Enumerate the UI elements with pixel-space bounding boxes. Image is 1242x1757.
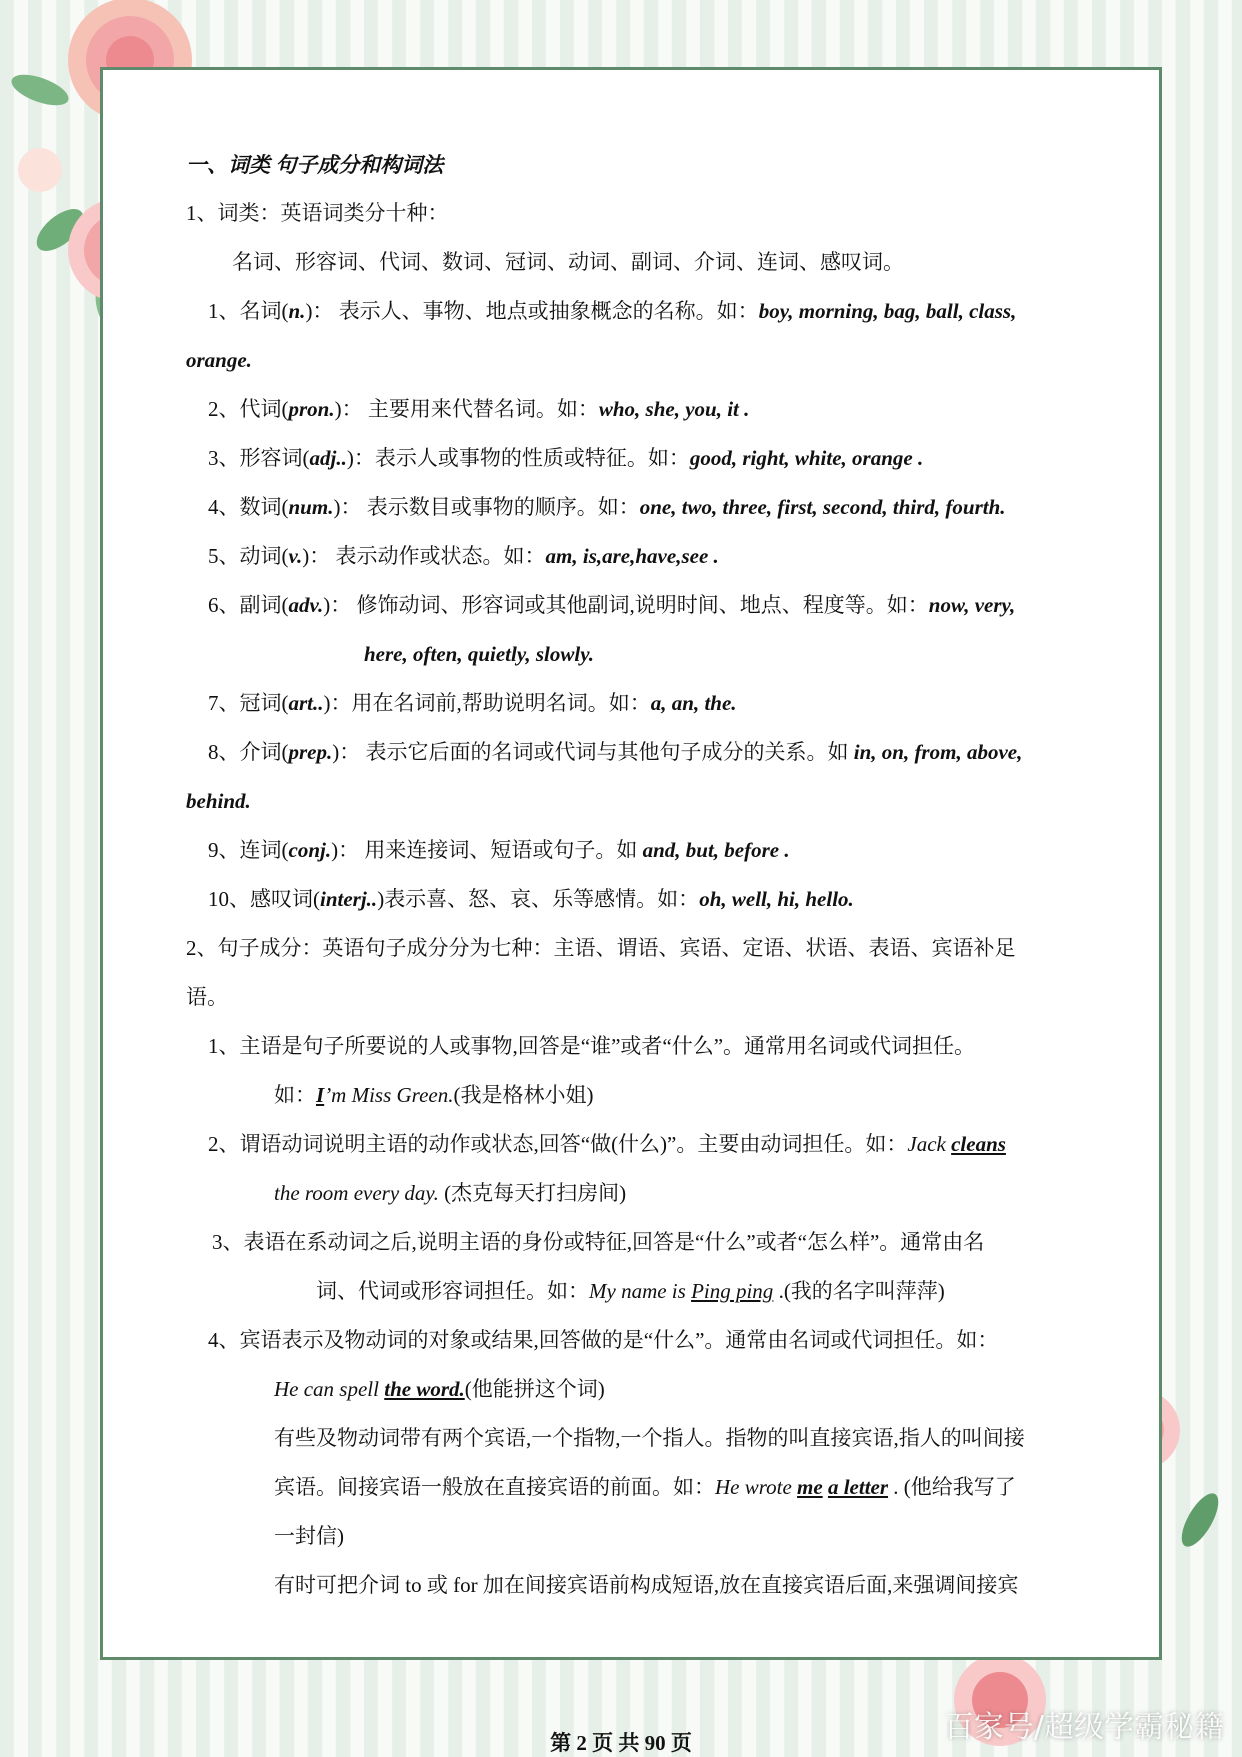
component-object-example: He can spell the word.(他能拼这个词)	[274, 1377, 605, 1401]
component-predicative: 3、表语在系动词之后,说明主语的身份或特征,回答是“什么”或者“怎么样”。通常由名	[212, 1230, 985, 1254]
section-1-title: 1、词类：英语词类分十种：	[186, 201, 449, 225]
component-predicative-example: 词、代词或形容词担任。如：My name is Ping ping .(我的名字叫萍萍)	[316, 1279, 945, 1303]
component-predicate: 2、谓语动词说明主语的动作或状态,回答“做(什么)”。主要由动词担任。如：Jack cleans	[208, 1132, 1006, 1156]
component-object-para-1: 有些及物动词带有两个宾语,一个指物,一个指人。指物的叫直接宾语,指人的叫间接	[274, 1426, 1025, 1450]
word-class-list: 名词、形容词、代词、数词、冠词、动词、副词、介词、连词、感叹词。	[232, 250, 904, 274]
component-object: 4、宾语表示及物动词的对象或结果,回答做的是“什么”。通常由名词或代词担任。如：	[208, 1328, 999, 1352]
component-subject-example: 如：I’m Miss Green.(我是格林小姐)	[274, 1083, 594, 1107]
watermark: 百家号/超级学霸秘籍	[943, 1710, 1224, 1745]
word-class-item-noun-cont: orange.	[186, 348, 252, 372]
word-class-item-interjection: 10、感叹词(interj..)表示喜、怒、哀、乐等感情。如：oh, well, hi, hello.	[208, 887, 854, 911]
word-class-item-numeral: 4、数词(num.)： 表示数目或事物的顺序。如：one, two, three, first, second, third, fourth.	[208, 495, 1006, 519]
word-class-item-verb: 5、动词(v.)： 表示动作或状态。如：am, is,are,have,see .	[208, 544, 719, 568]
word-class-item-pronoun: 2、代词(pron.)： 主要用来代替名词。如：who, she, you, it .	[208, 397, 750, 421]
page-number-footer: 第 2 页 共 90 页	[550, 1731, 692, 1755]
word-class-item-preposition: 8、介词(prep.)： 表示它后面的名词或代词与其他句子成分的关系。如 in, on, from, above,	[208, 740, 1023, 764]
section-heading: 一、词类 句子成分和构词法	[186, 153, 444, 177]
word-class-item-article: 7、冠词(art..)：用在名词前,帮助说明名词。如：a, an, the.	[208, 691, 737, 715]
component-predicate-example: the room every day. (杰克每天打扫房间)	[274, 1181, 627, 1205]
section-2-title: 2、句子成分：英语句子成分分为七种：主语、谓语、宾语、定语、状语、表语、宾语补足	[186, 936, 1016, 960]
component-object-para-2: 宾语。间接宾语一般放在直接宾语的前面。如：He wrote me a letter . (他给我写了	[274, 1475, 1016, 1499]
component-subject: 1、主语是句子所要说的人或事物,回答是“谁”或者“什么”。通常用名词或代词担任。	[208, 1034, 976, 1058]
word-class-item-conjunction: 9、连词(conj.)： 用来连接词、短语或句子。如 and, but, before .	[208, 838, 790, 862]
component-object-para-3: 一封信)	[274, 1524, 344, 1548]
word-class-item-adverb-cont: here, often, quietly, slowly.	[364, 642, 595, 666]
component-object-para-4: 有时可把介词 to 或 for 加在间接宾语前构成短语,放在直接宾语后面,来强调间接宾	[274, 1573, 1019, 1597]
word-class-item-preposition-cont: behind.	[186, 789, 251, 813]
word-class-item-adjective: 3、形容词(adj..)：表示人或事物的性质或特征。如：good, right, white, orange .	[208, 446, 924, 470]
section-2-title-cont: 语。	[186, 985, 228, 1009]
word-class-item-adverb: 6、副词(adv.)： 修饰动词、形容词或其他副词,说明时间、地点、程度等。如：now, very,	[208, 593, 1016, 617]
word-class-item-noun: 1、名词(n.)： 表示人、事物、地点或抽象概念的名称。如：boy, morning, bag, ball, class,	[208, 299, 1017, 323]
